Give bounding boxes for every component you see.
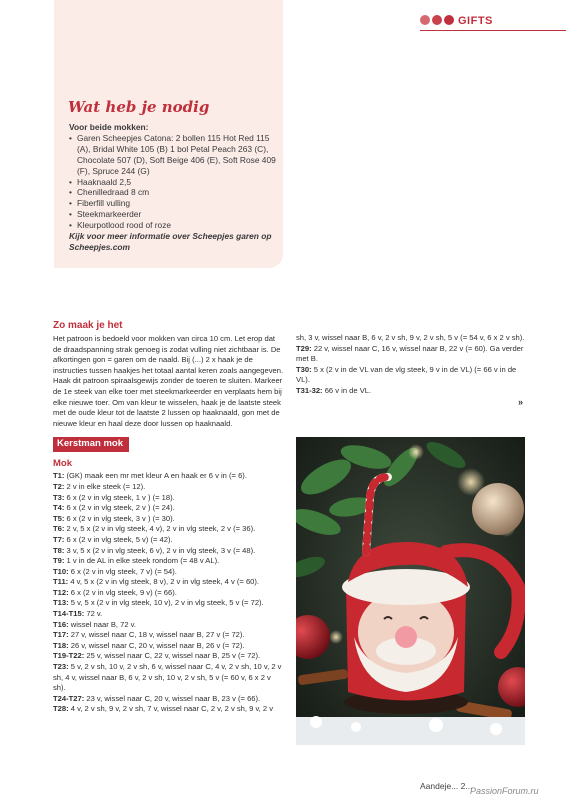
materials-item: • Haaknaald 2,5 bbox=[69, 177, 279, 188]
row-text: 3 v, 5 x (2 v in vlg steek, 6 v), 2 v in vlg steek, 3 v (= 48). bbox=[64, 545, 256, 555]
row-label: T6: bbox=[53, 524, 65, 534]
row-label: T18: bbox=[53, 640, 69, 650]
row-label: T28: bbox=[53, 704, 69, 714]
row-text: 6 x (2 v in vlg steek, 7 v) (= 54). bbox=[68, 566, 177, 576]
materials-item: • Garen Scheepjes Catona: 2 bollen 115 Hot Red 115 (A), Bridal White 105 (B) 1 bol Petal Peach 263 (C), Chocolate 507 (D), Soft Beige 406 (E), Soft Rose 409 (F), Spruce 244 (G) bbox=[69, 133, 279, 177]
row-label: T13: bbox=[53, 598, 69, 608]
row-text: 26 v, wissel naar C, 20 v, wissel naar B, 26 v (= 72). bbox=[68, 640, 245, 650]
pattern-row bbox=[53, 503, 285, 514]
materials-title: Wat heb je nodig bbox=[68, 98, 210, 116]
pattern-row bbox=[53, 567, 285, 578]
row-label: T12: bbox=[53, 587, 69, 597]
row-text: 66 v in de VL. bbox=[322, 385, 372, 395]
row-label: T31-32: bbox=[296, 385, 323, 395]
row-continuation: sh, 3 v, wissel naar B, 6 v, 2 v sh, 9 v, 2 v sh, 5 v (= 54 v, 6 x 2 v sh). bbox=[296, 333, 525, 342]
row-label: T9: bbox=[53, 556, 65, 566]
row-label: T11: bbox=[53, 577, 69, 587]
row-label: T14-T15: bbox=[53, 609, 85, 619]
row-text: 4 v, 5 x (2 v in vlg steek, 8 v), 2 v in vlg steek, 4 v (= 60). bbox=[68, 577, 260, 587]
materials-outro: Kijk voor meer informatie over Scheepjes garen op Scheepjes.com bbox=[69, 231, 272, 252]
row-text: 4 v, 2 v sh, 9 v, 2 v sh, 7 v, wissel naar C, 2 v, 2 v sh, 9 v, 2 v bbox=[68, 704, 274, 714]
materials-item: • Fiberfill vulling bbox=[69, 198, 279, 209]
left-column bbox=[53, 320, 285, 715]
row-label: T24-T27: bbox=[53, 693, 85, 703]
row-text: 6 x (2 v in vlg steek, 2 v ) (= 24). bbox=[64, 503, 175, 513]
watermark: PassionForum.ru bbox=[470, 786, 539, 796]
header-rule bbox=[420, 30, 566, 31]
pattern-row bbox=[53, 598, 285, 609]
pattern-row bbox=[53, 620, 285, 631]
pattern-row bbox=[53, 630, 285, 641]
row-label: T8: bbox=[53, 545, 65, 555]
row-text: 6 x (2 v in vlg steek, 1 v ) (= 18). bbox=[64, 492, 175, 502]
row-text: 1 v in de AL in elke steek rondom (= 48 v AL). bbox=[64, 556, 220, 566]
row-text: 27 v, wissel naar C, 18 v, wissel naar B, 27 v (= 72). bbox=[68, 630, 245, 640]
header-dots bbox=[420, 15, 454, 25]
continue-arrow: » bbox=[518, 397, 524, 407]
santa-mug-photo bbox=[296, 437, 525, 745]
pattern-row bbox=[53, 524, 285, 535]
right-rows bbox=[296, 344, 528, 397]
row-text: 6 x (2 v in vlg steek, 5 v) (= 42). bbox=[64, 534, 173, 544]
page-footer: Aandeje... 2... bbox=[420, 781, 473, 791]
pattern-row bbox=[53, 694, 285, 705]
materials-item: • Chenilledraad 8 cm bbox=[69, 187, 279, 198]
row-text: 2 v, 5 x (2 v in vlg steek, 4 v), 2 v in vlg steek, 2 v (= 36). bbox=[64, 524, 256, 534]
mok-heading: Mok bbox=[53, 458, 72, 470]
howto-text: Het patroon is bedoeld voor mokken van circa 10 cm. Let erop dat de draadspanning strak genoeg is zodat vulling niet zichtbaar is. De afkortingen gon = garen om de naald. Bij (...) 2 x haak je de instructies tussen haakjes het totaal aantal keren zoals aangegeven. Haak dit patroon spiraalsgewijs zonder de toeren te sluiten. Markeer de 1e steek van elke toer met steekmarkeerder en verplaats hem bij elke nieuwe toer. Om van kleur te wisselen, haak je de laatste steek met de oude kleur tot de laatste 2 lussen op haaknaald, gon met de nieuwe kleur en haal deze door lussen op haaknaald. bbox=[53, 334, 284, 428]
pattern-row bbox=[53, 641, 285, 652]
row-label: T30: bbox=[296, 364, 312, 374]
pattern-row bbox=[53, 662, 285, 694]
row-text: 72 v. bbox=[84, 609, 103, 619]
pattern-row bbox=[53, 588, 285, 599]
row-label: T3: bbox=[53, 492, 65, 502]
row-label: T2: bbox=[53, 481, 65, 491]
row-text: 25 v, wissel naar C, 22 v, wissel naar B, 25 v (= 72). bbox=[84, 651, 261, 661]
pattern-row bbox=[53, 514, 285, 525]
row-label: T5: bbox=[53, 513, 65, 523]
row-text: 5 x (2 v in de VL van de vlg steek, 9 v in de VL) (= 66 v in de VL). bbox=[296, 364, 517, 385]
pattern-banner: Kerstman mok bbox=[53, 437, 129, 452]
pattern-row bbox=[53, 471, 285, 482]
row-label: T1: bbox=[53, 471, 65, 481]
row-label: T19-T22: bbox=[53, 651, 85, 661]
pattern-row bbox=[53, 704, 285, 715]
pattern-row bbox=[53, 535, 285, 546]
pattern-row bbox=[53, 493, 285, 504]
pattern-row bbox=[53, 546, 285, 557]
row-text: 22 v, wissel naar C, 16 v, wissel naar B, 22 v (= 60). Ga verder met B. bbox=[296, 343, 524, 364]
materials-item: • Kleurpotlood rood of roze bbox=[69, 220, 279, 231]
row-text: (GK) maak een mr met kleur A en haak er 6 v in (= 6). bbox=[64, 471, 247, 481]
materials-intro: Voor beide mokken: bbox=[69, 122, 149, 132]
row-text: 6 x (2 v in vlg steek, 9 v) (= 66). bbox=[68, 587, 177, 597]
row-label: T16: bbox=[53, 619, 69, 629]
santa-mug-illustration bbox=[296, 437, 525, 745]
row-label: T17: bbox=[53, 630, 69, 640]
row-text: 2 v in elke steek (= 12). bbox=[64, 481, 146, 491]
pattern-row bbox=[53, 482, 285, 493]
row-text: wissel naar B, 72 v. bbox=[68, 619, 137, 629]
materials-item: • Steekmarkeerder bbox=[69, 209, 279, 220]
pattern-row bbox=[53, 609, 285, 620]
row-label: T4: bbox=[53, 503, 65, 513]
pattern-row bbox=[53, 651, 285, 662]
row-label: T23: bbox=[53, 662, 69, 672]
pattern-row bbox=[53, 577, 285, 588]
mok-rows bbox=[53, 471, 285, 715]
materials-content bbox=[69, 122, 279, 253]
row-label: T7: bbox=[53, 534, 65, 544]
howto-heading: Zo maak je het bbox=[53, 320, 123, 331]
materials-list bbox=[69, 133, 279, 231]
section-title: GIFTS bbox=[458, 15, 493, 27]
pattern-row bbox=[53, 556, 285, 567]
pattern-row bbox=[296, 344, 528, 365]
right-column bbox=[296, 333, 528, 397]
row-text: 5 v, 2 v sh, 10 v, 2 v sh, 6 v, wissel naar C, 4 v, 2 v sh, 10 v, 2 v sh, 4 v, wissel naar B, 6 v, 2 v sh, 10 v, 2 v sh, 5 v (= 60 v, 6 x 2 v sh). bbox=[53, 662, 282, 693]
row-text: 23 v, wissel naar C, 20 v, wissel naar B, 23 v (= 66). bbox=[84, 693, 261, 703]
row-label: T29: bbox=[296, 343, 312, 353]
pattern-row bbox=[296, 386, 528, 397]
row-label: T10: bbox=[53, 566, 69, 576]
row-text: 5 v, 5 x (2 v in vlg steek, 10 v), 2 v in vlg steek, 5 v (= 72). bbox=[68, 598, 264, 608]
pattern-row bbox=[296, 365, 528, 386]
row-text: 6 x (2 v in vlg steek, 3 v ) (= 30). bbox=[64, 513, 175, 523]
